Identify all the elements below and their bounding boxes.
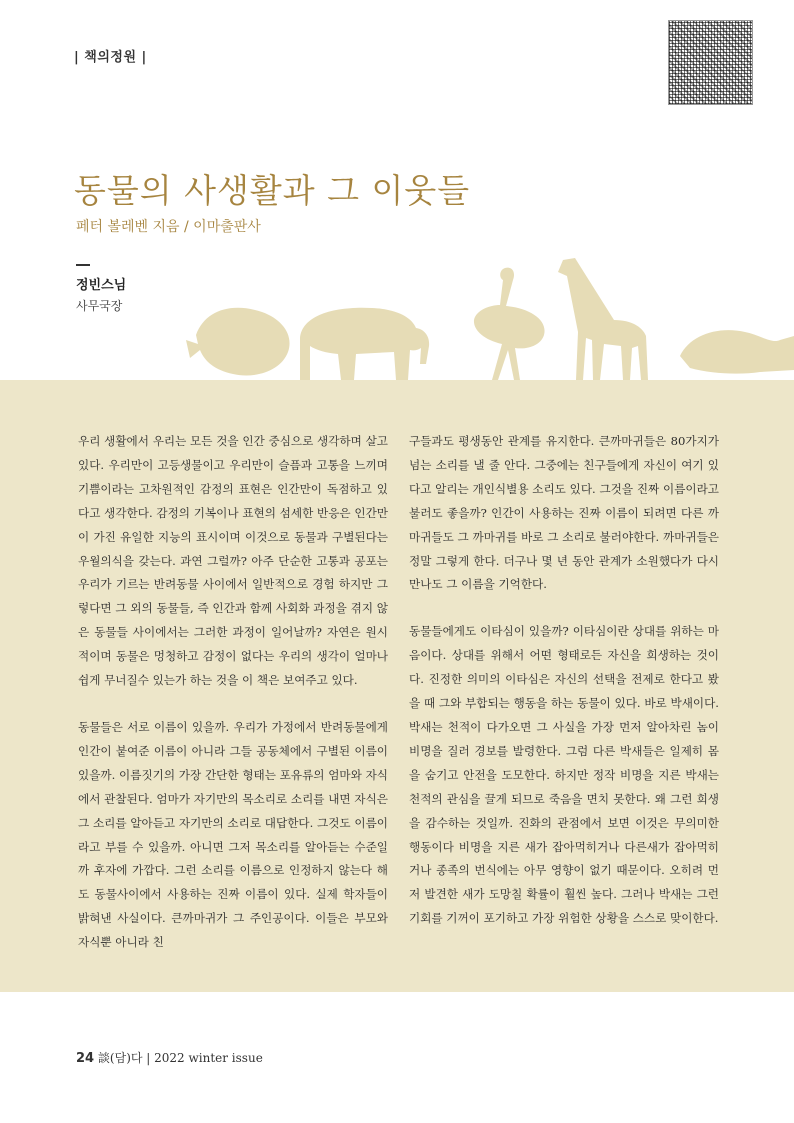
giraffe-icon bbox=[558, 258, 648, 380]
section-label: | 책의정원 | bbox=[74, 50, 147, 65]
whale-icon bbox=[186, 308, 290, 376]
crocodile-icon bbox=[680, 330, 794, 373]
article-column-left bbox=[78, 430, 388, 978]
article-column-right bbox=[409, 430, 719, 954]
paragraph: 구들과도 평생동안 관계를 유지한다. 큰까마귀들은 80가지가 넘는 소리를 낼 줄 안다. 그중에는 친구들에게 자신이 여기 있다고 알리는 개인식별용 소리도 있다. 그것을 진짜 이름이라고 불러도 좋을까? 인간이 사용하는 진짜 이름이 되려면 다른 까마귀들도 그 까마귀를 바로 그 소리로 불러야한다. 까마귀들은 정말 그렇게 한다. 더구나 몇 년 동안 관계가 소원했다가 다시 만나도 그 이름을 기억한다. bbox=[409, 434, 719, 592]
paragraph: 동물들에게도 이타심이 있을까? 이타심이란 상대를 위하는 마음이다. 상대를 위해서 어떤 형태로든 자신을 희생하는 것이다. 진정한 의미의 이타심은 자신의 선택을 전제로 한다고 봤을 때 그와 부합되는 행동을 하는 동물이 있다. 바로 박새이다.박새는 천적이 다가오면 그 사실을 가장 먼저 알아차린 놈이 비명을 질러 경보를 발령한다. 그럼 다른 박새들은 일제히 몸을 숨기고 안전을 도모한다. 하지만 정작 비명을 지른 박새는 천적의 관심을 끌게 되므로 죽음을 면치 못한다. 왜 그런 희생을 감수하는 것일까. 진화의 관점에서 보면 이것은 무의미한 행동이다 비명을 지른 새가 잡아먹히거나 다른새가 잡아먹히거나 종족의 번식에는 아무 영향이 없기 때문이다. 오히려 먼저 발견한 새가 도망칠 확률이 훨씬 높다. 그러나 박새는 그런 기회를 기꺼이 포기하고 가장 위험한 상황을 스스로 맞이한다. bbox=[409, 624, 719, 926]
page-number: 24 bbox=[76, 1051, 95, 1066]
author-role: 사무국장 bbox=[76, 299, 123, 313]
author-name: 정빈스님 bbox=[76, 278, 127, 293]
ostrich-icon bbox=[474, 268, 545, 380]
page-footer bbox=[76, 1049, 263, 1066]
book-title: 동물의 사생활과 그 이웃들 bbox=[74, 171, 471, 210]
animal-silhouettes-illustration bbox=[0, 240, 794, 380]
elephant-icon bbox=[300, 308, 429, 380]
issue-label: 談(담)다 | 2022 winter issue bbox=[97, 1051, 263, 1065]
book-author-publisher: 페터 볼레벤 지음 / 이마출판사 bbox=[76, 219, 261, 235]
paragraph: 우리 생활에서 우리는 모든 것을 인간 중심으로 생각하며 살고 있다. 우리만이 고등생물이고 우리만이 슬픔과 고통을 느끼며 기쁨이라는 고차원적인 감정의 표현은 인간만이 독점하고 있다고 생각한다. 감정의 기복이나 표현의 섬세한 반응은 인간만이 가진 유일한 지능의 표시이며 이것으로 동물과 구별된다는 우월의식을 갖는다. 과연 그럴까? 아주 단순한 고통과 공포는 우리가 기르는 반려동물 사이에서 일반적으로 경험 하지만 그렇다면 그 외의 동물들, 즉 인간과 함께 사회화 과정을 겪지 않은 동물들 사이에서는 그러한 과정이 일어날까? 자연은 원시적이며 동물은 멍청하고 감정이 없다는 우리의 생각이 얼마나 쉽게 무너질수 있는가 하는 것을 이 책은 보여주고 있다. bbox=[78, 434, 388, 688]
qr-code-image bbox=[669, 21, 752, 104]
paragraph: 동물들은 서로 이름이 있을까. 우리가 가정에서 반려동물에게 인간이 붙여준 이름이 아니라 그들 공동체에서 구별된 이름이 있을까. 이름짓기의 가장 간단한 형태는 포유류의 엄마와 자식에서 관찰된다. 엄마가 자기만의 목소리로 소리를 내면 자식은 그 소리를 알아듣고 자기만의 소리로 대답한다. 그것도 이름이라고 부를 수 있을까. 아니면 그저 목소리를 알아듣는 수준일까 후자에 가깝다. 그런 소리를 이름으로 인정하지 않는다 해도 동물사이에서 사용하는 진짜 이름이 있다. 실제 학자들이 밝혀낸 사실이다. 큰까마귀가 그 주인공이다. 이들은 부모와 자식뿐 아니라 친 bbox=[78, 719, 388, 950]
